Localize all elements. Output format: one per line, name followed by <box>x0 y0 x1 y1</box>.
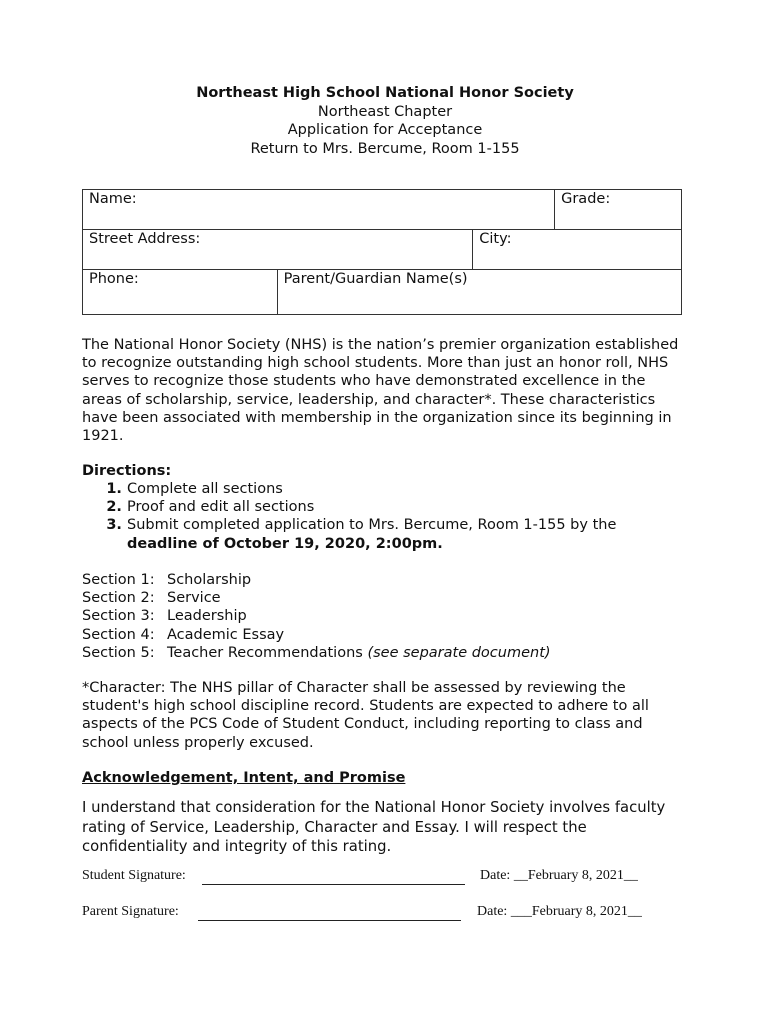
phone-field[interactable] <box>83 270 278 315</box>
direction-step: 2. Proof and edit all sections <box>127 498 687 516</box>
section-note: (see separate document) <box>367 644 551 661</box>
parent-guardian-field[interactable] <box>277 270 681 315</box>
section-item: Section 2: Service <box>82 590 221 607</box>
student-signature-label: Student Signature: <box>82 868 186 883</box>
document-title: Northeast High School National Honor Society <box>196 85 574 101</box>
student-signature-line[interactable] <box>202 868 465 885</box>
city-label: City: <box>479 231 512 247</box>
acknowledgement-text: I understand that consideration for the National Honor Society involves faculty rating of Service, Leadership, Character and Essay. I will respect the confidentiality and integrity of this rating. <box>82 799 666 855</box>
street-address-field[interactable] <box>83 230 473 270</box>
form-name: Application for Acceptance <box>287 122 483 138</box>
deadline-text: deadline of October 19, 2020, 2:00pm. <box>127 535 443 552</box>
section-item: Section 4: Academic Essay <box>82 626 285 643</box>
name-label: Name: <box>89 191 137 207</box>
grade-label: Grade: <box>561 191 611 207</box>
directions-list <box>82 480 687 553</box>
section-item: Section 3: Leadership <box>82 608 247 625</box>
parent-signature-label: Parent Signature: <box>82 904 179 919</box>
acknowledgement-title: Acknowledgement, Intent, and Promise <box>82 770 406 786</box>
direction-step: 1. Complete all sections <box>127 480 687 498</box>
grade-field[interactable] <box>555 190 682 230</box>
sections-list <box>82 571 551 662</box>
directions-title: Directions: <box>82 463 172 479</box>
applicant-info-table <box>82 189 682 315</box>
parent-guardian-label: Parent/Guardian Name(s) <box>283 271 468 287</box>
section-item: Section 5: Teacher Recommendations (see separate document) <box>82 644 551 661</box>
section-item: Section 1: Scholarship <box>82 572 252 588</box>
student-date: Date: __February 8, 2021__ <box>480 868 638 883</box>
parent-date: Date: ___February 8, 2021__ <box>477 904 642 919</box>
name-field[interactable] <box>83 190 555 230</box>
parent-signature-line[interactable] <box>198 904 461 921</box>
document-header <box>0 84 770 158</box>
city-field[interactable] <box>473 230 682 270</box>
chapter-name: Northeast Chapter <box>317 103 453 120</box>
direction-step: 3. Submit completed application to Mrs. Bercume, Room 1-155 by the deadline of October 19, 2020, 2:00pm. <box>127 516 687 552</box>
intro-paragraph: The National Honor Society (NHS) is the nation’s premier organization established to recognize outstanding high school students. More than just an honor roll, NHS serves to recognize those students who have demonstrated excellence in the areas of scholarship, service, leadership, and character*. These characteristics have been associated with membership in the organization since its beginning in 1921. <box>82 337 679 445</box>
street-address-label: Street Address: <box>89 231 201 247</box>
return-instructions: Return to Mrs. Bercume, Room 1-155 <box>250 140 520 157</box>
phone-label: Phone: <box>89 271 139 287</box>
character-note: *Character: The NHS pillar of Character shall be assessed by reviewing the student's high school discipline record. Students are expected to adhere to all aspects of the PCS Code of Student Conduct, including reporting to class and school unless properly excused. <box>82 680 649 751</box>
